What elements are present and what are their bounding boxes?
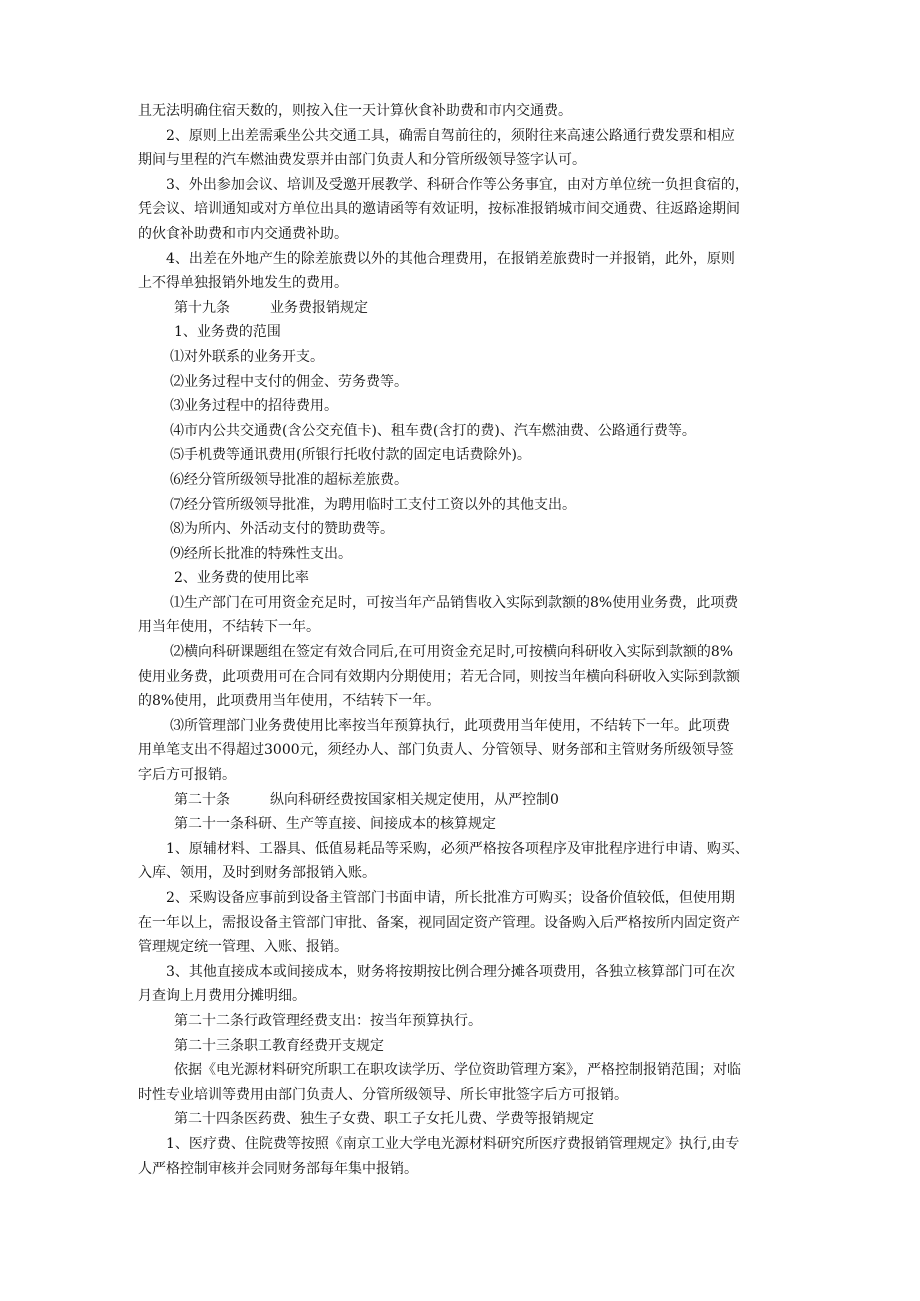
- document-page: [138, 99, 814, 1181]
- text-line: 的伙食补助费和市内交通费补助。: [138, 225, 348, 242]
- text-line: 且无法明确住宿天数的，则按入住一天计算伙食补助费和市内交通费。: [138, 103, 572, 119]
- text-line: 字后方可报销。: [138, 767, 236, 784]
- text-line: 1、医疗费、住院费等按照《南京工业大学电光源材料研究所医疗费报销管理规定》执行,由专: [166, 1135, 740, 1152]
- list-item: ⑸手机费等通讯费用(所银行托收付款的固定电话费除外)。: [170, 447, 531, 464]
- article-heading: 第二十四条医药费、独生子女费、职工子女托儿费、学费等报销规定: [174, 1111, 594, 1128]
- text-line: 3、其他直接成本或间接成本，财务将按期按比例合理分摊各项费用，各独立核算部门可在次: [166, 963, 735, 980]
- text-line: 用单笔支出不得超过3000元，须经办人、部门负责人、分管领导、财务部和主管财务所级领导签: [138, 742, 734, 759]
- article-title: 业务费报销规定: [270, 299, 368, 316]
- section-heading: 2、业务费的使用比率: [174, 570, 309, 587]
- text-line: 用当年使用，不结转下一年。: [138, 619, 320, 636]
- text-line: 上不得单独报销外地发生的费用。: [138, 275, 348, 292]
- text-line: 使用业务费，此项费用可在合同有效期内分期使用；若无合同，则按当年横向科研收入实际到款额: [138, 668, 740, 685]
- article-heading: 第二十一条科研、生产等直接、间接成本的核算规定: [174, 816, 496, 833]
- list-item: ⑹经分管所级领导批准的超标差旅费。: [170, 471, 408, 488]
- list-item: ⑻为所内、外活动支付的赞助费等。: [170, 521, 394, 538]
- text-line: 2、采购设备应事前到设备主管部门书面申请，所长批准方可购买；设备价值较低，但使用期: [166, 890, 735, 906]
- text-line: 管理规定统一管理、入账、报销。: [138, 939, 348, 956]
- article-number: 第二十条: [174, 791, 230, 808]
- text-line: 期间与里程的汽车燃油费发票并由部门负责人和分管所级领导签字认可。: [138, 152, 586, 169]
- text-line: ⑴生产部门在可用资金充足时，可按当年产品销售收入实际到款额的8%使用业务费，此项费: [170, 594, 739, 611]
- text-line: 月查询上月费用分摊明细。: [138, 988, 306, 1005]
- text-line: 2、原则上出差需乘坐公共交通工具，确需自驾前往的，须附往来高速公路通行费发票和相应: [166, 127, 735, 144]
- article-heading: [138, 296, 814, 321]
- text-line: 在一年以上，需报设备主管部门审批、备案，视同固定资产管理。设备购入后严格按所内固定资产: [138, 914, 740, 931]
- text-line: ⑶所管理部门业务费使用比率按当年预算执行，此项费用当年使用，不结转下一年。此项费: [170, 717, 730, 734]
- text-line: 的8%使用，此项费用当年使用，不结转下一年。: [138, 693, 441, 710]
- section-heading: 1、业务费的范围: [174, 324, 281, 341]
- text-line: 4、出差在外地产生的除差旅费以外的其他合理费用，在报销差旅费时一并报销，此外，原则: [166, 250, 735, 267]
- list-item: ⑼经所长批准的特殊性支出。: [170, 545, 352, 562]
- list-item: ⑷市内公共交通费(含公交充值卡)、租车费(含打的费)、汽车燃油费、公路通行费等。: [170, 422, 696, 439]
- article-heading: [138, 788, 814, 813]
- text-line: 凭会议、培训通知或对方单位出具的邀请函等有效证明，按标准报销城市间交通费、往返路途期间: [138, 201, 740, 218]
- article-title: 纵向科研经费按国家相关规定使用，从严控制0: [270, 791, 559, 808]
- text-line: 1、原辅材料、工器具、低值易耗品等采购，必须严格按各项程序及审批程序进行申请、购买、: [166, 840, 749, 857]
- article-number: 第十九条: [174, 299, 230, 316]
- list-item: ⑵业务过程中支付的佣金、劳务费等。: [170, 373, 408, 390]
- text-line: 3、外出参加会议、培训及受邀开展教学、科研合作等公务事宜，由对方单位统一负担食宿的，: [166, 176, 749, 193]
- list-item: ⑴对外联系的业务开支。: [170, 348, 324, 365]
- article-heading: 第二十二条行政管理经费支出：按当年预算执行。: [174, 1012, 482, 1029]
- article-heading: 第二十三条职工教育经费开支规定: [174, 1037, 384, 1054]
- text-line: ⑵横向科研课题组在签定有效合同后,在可用资金充足时,可按横向科研收入实际到款额的8%: [170, 644, 734, 661]
- list-item: ⑺经分管所级领导批准，为聘用临时工支付工资以外的其他支出。: [170, 496, 576, 513]
- text-line: 时性专业培训等费用由部门负责人、分管所级领导、所长审批签字后方可报销。: [138, 1086, 628, 1103]
- text-line: 人严格控制审核并会同财务部每年集中报销。: [138, 1160, 418, 1177]
- text-line: 入库、领用，及时到财务部报销入账。: [138, 865, 376, 882]
- text-line: 依据《电光源材料研究所职工在职攻读学历、学位资助管理方案》，严格控制报销范围；对临: [174, 1062, 741, 1079]
- list-item: ⑶业务过程中的招待费用。: [170, 398, 338, 415]
